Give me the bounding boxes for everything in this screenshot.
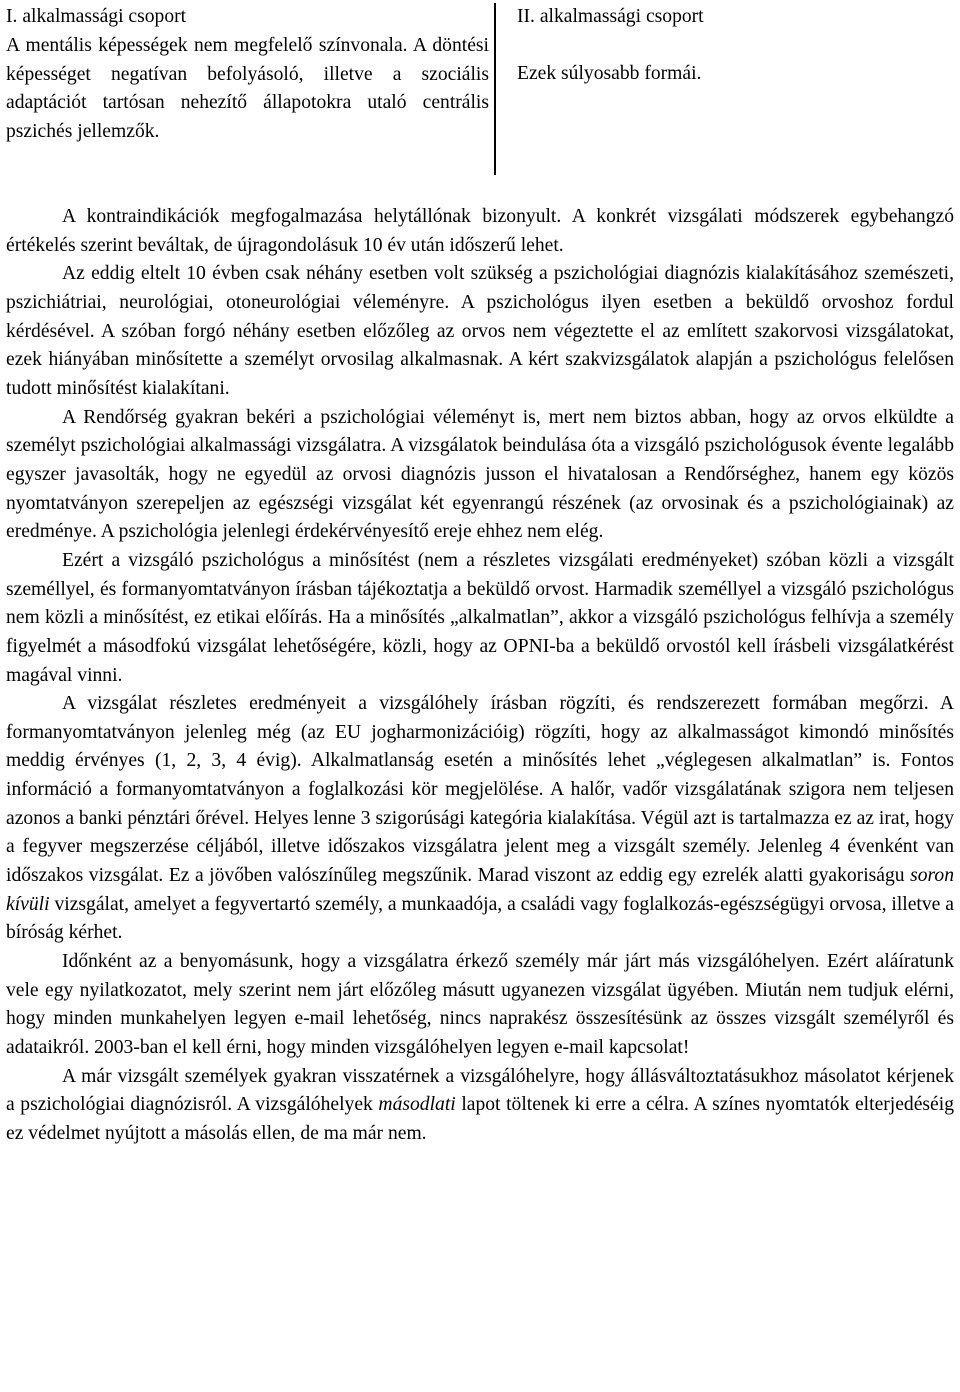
emphasis-extraordinary: soron kívüli [6, 865, 954, 915]
emphasis-copy-sheet: másodlati [378, 1094, 456, 1116]
group-two-description: Ezek súlyosabb formái. [517, 62, 702, 84]
group-two-cell [517, 3, 947, 89]
classification-table [6, 3, 956, 175]
group-one-heading: I. alkalmassági csoport [6, 6, 187, 27]
paragraph-copies-text-2: lapot töltenek ki erre a célra. A színes nyomtatók elterjedéséig ez védelmet nyújtott a másolás ellen, de ma már nem. [6, 1094, 954, 1144]
paragraph-specialist-opinions: Az eddig eltelt 10 évben csak néhány esetben volt szükség a pszichológiai diagnózis kialakításához szemészeti, pszichiátriai, neurológiai, otoneurológiai véleményre. A pszichológus ilyen esetben a beküldő orvoshoz fordul kérdésével. A szóban forgó néhány esetben előzőleg az orvos nem végeztette el az említett szakorvosi vizsgálatokat, ezek hiányában minősítette a személyt orvosilag alkalmasnak. A kért szakvizsgálatok alapján a pszichológus felelősen tudott minősítést kialakítani. [6, 263, 954, 399]
document-body [6, 203, 954, 1149]
paragraph-form-details-text-1: A vizsgálat részletes eredményeit a vizsgálóhely írásban rögzíti, és rendszerezett formában megőrzi. A formanyomtatványon jelenleg még (az EU jogharmonizációig) rögzíti, hogy az alkalmasságot kimondó minősítés meddig érvényes (1, 2, 3, 4 évig). Alkalmatlanság esetén a minősítés lehet „véglegesen alkalmatlan” is. Fontos információ a formanyomtatványon a foglalkozási kör megjelölése. A halőr, vadőr vizsgálatának szigora nem teljesen azonos a banki pénztári őrével. Helyes lenne 3 szigorúsági kategória kialakítása. Végül azt is tartalmazza ez az irat, hogy a fegyver megszerzése céljából, illetve időszakos vizsgálatra jelent meg a vizsgált személy. Jelenleg 4 évenként van időszakos vizsgálat. Ez a jövőben valószínűleg megszűnik. Marad viszont az eddig egy ezrelék alatti gyakoriságu [6, 693, 954, 887]
paragraph-copies-text-1: A már vizsgált személyek gyakran visszatérnek a vizsgálóhelyre, hogy állásváltoztatásukhoz másolatot kérjenek a pszichológiai diagnózisról. A vizsgálóhelyek [6, 1065, 954, 1116]
paragraph-form-details [6, 690, 954, 948]
paragraph-police-request: A Rendőrség gyakran bekéri a pszichológiai véleményt is, mert nem biztos abban, hogy az orvos elküldte a személyt pszichológiai alkalmassági vizsgálatra. A vizsgálatok beindulása óta a vizsgáló pszichológusok évente legalább egyszer javasolták, hogy ne egyedül az orvosi diagnózis jusson el hivatalosan a Rendőrséghez, hanem egy közös nyomtatványon szerepeljen az egészségi vizsgálat két egyenrangú részének (az orvosinak és a pszichológiainak) az eredménye. A pszichológia jelenlegi érdekérvényesítő ereje ehhez nem elég. [6, 406, 954, 543]
paragraph-copies [6, 1063, 954, 1149]
paragraph-contraindications: A kontraindikációk megfogalmazása helytállónak bizonyult. A konkrét vizsgálati módszerek egybehangzó értékelés szerint beváltak, de újragondolásuk 10 év után időszerű lehet. [6, 206, 954, 256]
group-two-heading: II. alkalmassági csoport [517, 6, 704, 27]
column-divider [494, 3, 496, 175]
paragraph-form-details-text-2: vizsgálat, amelyet a fegyvertartó személy, a munkaadója, a családi vagy foglalkozás-egészségügyi orvosa, illetve a bíróság kérhet. [6, 893, 954, 944]
spacer [517, 32, 947, 60]
paragraph-other-sites: Időnként az a benyomásunk, hogy a vizsgálatra érkező személy már járt más vizsgálóhelyen. Ezért aláíratunk vele egy nyilatkozatot, mely szerint nem járt előzőleg másutt ugyanezen vizsgálat ügyében. Miután nem tudjuk elérni, hogy minden munkahelyen legyen e-mail lehetőség, nincs naprakész összesítésünk az összes vizsgált személyről és adataikról. 2003-ban el kell érni, hogy minden vizsgálóhelyen legyen e-mail kapcsolat! [6, 951, 954, 1059]
paragraph-communication: Ezért a vizsgáló pszichológus a minősítést (nem a részletes vizsgálati eredményeket) szóban közli a vizsgált személlyel, és formanyomtatványon írásban tájékoztatja a beküldő orvost. Harmadik személlyel a vizsgáló pszichológus nem közli a minősítést, ez etikai előírás. Ha a minősítés „alkalmatlan”, akkor a vizsgáló pszichológus felhívja a személy figyelmét a másodfokú vizsgálat lehetőségére, közli, hogy az OPNI-ba a beküldő orvostól kell írásbeli vizsgálatkérést magával vinni. [6, 549, 954, 686]
group-one-cell [6, 3, 489, 147]
group-one-description: A mentális képességek nem megfelelő színvonala. A döntési képességet negatívan befolyásoló, illetve a szociális adaptációt tartósan nehezítő állapotokra utaló centrális pszichés jellemzők. [6, 34, 489, 143]
